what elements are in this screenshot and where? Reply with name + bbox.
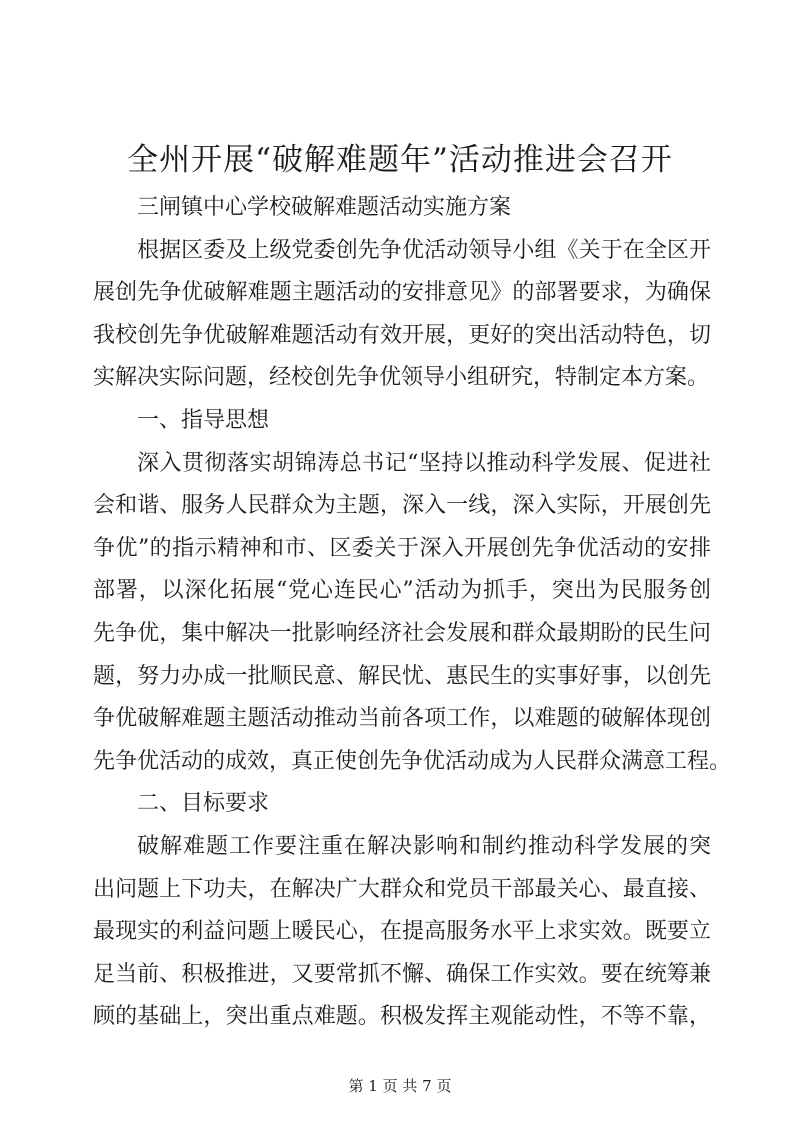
paragraph-line: 题，努力办成一批顺民意、解民忧、惠民生的实事好事，以创先	[93, 663, 711, 689]
paragraph-line: 展创先争优破解难题主题活动的安排意见》的部署要求，为确保	[93, 280, 711, 306]
subtitle-line: 三闸镇中心学校破解难题活动实施方案	[137, 195, 512, 220]
paragraph-line: 根据区委及上级党委创先争优活动领导小组《关于在全区开	[137, 237, 711, 263]
document-title: 全州开展“破解难题年”活动推进会召开	[127, 142, 673, 178]
paragraph-line: 我校创先争优破解难题活动有效开展，更好的突出活动特色，切	[93, 322, 711, 348]
paragraph-line: 实解决实际问题，经校创先争优领导小组研究，特制定本方案。	[93, 365, 710, 391]
paragraph-line: 部署，以深化拓展“党心连民心”活动为抓手，突出为民服务创	[93, 578, 711, 604]
paragraph-line: 争优破解难题主题活动推动当前各项工作，以难题的破解体现创	[93, 706, 711, 732]
paragraph-line: 出问题上下功夫，在解决广大群众和党员干部最关心、最直接、	[93, 876, 711, 902]
paragraph-line: 足当前、积极推进，又要常抓不懈、确保工作实效。要在统筹兼	[93, 961, 711, 987]
page-footer: 第 1 页 共 7 页	[348, 1077, 452, 1095]
section-heading: 一、指导思想	[137, 407, 270, 433]
paragraph-line: 深入贯彻落实胡锦涛总书记“坚持以推动科学发展、促进社	[137, 450, 711, 476]
paragraph-line: 争优”的指示精神和市、区委关于深入开展创先争优活动的安排	[93, 535, 711, 561]
paragraph-line: 最现实的利益问题上暖民心，在提高服务水平上求实效。既要立	[93, 919, 711, 945]
document-body	[93, 187, 732, 1039]
paragraph-line: 先争优活动的成效，真正使创先争优活动成为人民群众满意工程。	[93, 748, 732, 774]
paragraph-line: 先争优，集中解决一批影响经济社会发展和群众最期盼的民生问	[93, 620, 711, 646]
paragraph-line: 顾的基础上，突出重点难题。积极发挥主观能动性，不等不靠，	[93, 1004, 711, 1030]
section-heading: 二、目标要求	[137, 791, 270, 817]
paragraph-line: 破解难题工作要注重在解决影响和制约推动科学发展的突	[137, 833, 711, 859]
paragraph-line: 会和谐、服务人民群众为主题，深入一线，深入实际，开展创先	[93, 493, 711, 519]
